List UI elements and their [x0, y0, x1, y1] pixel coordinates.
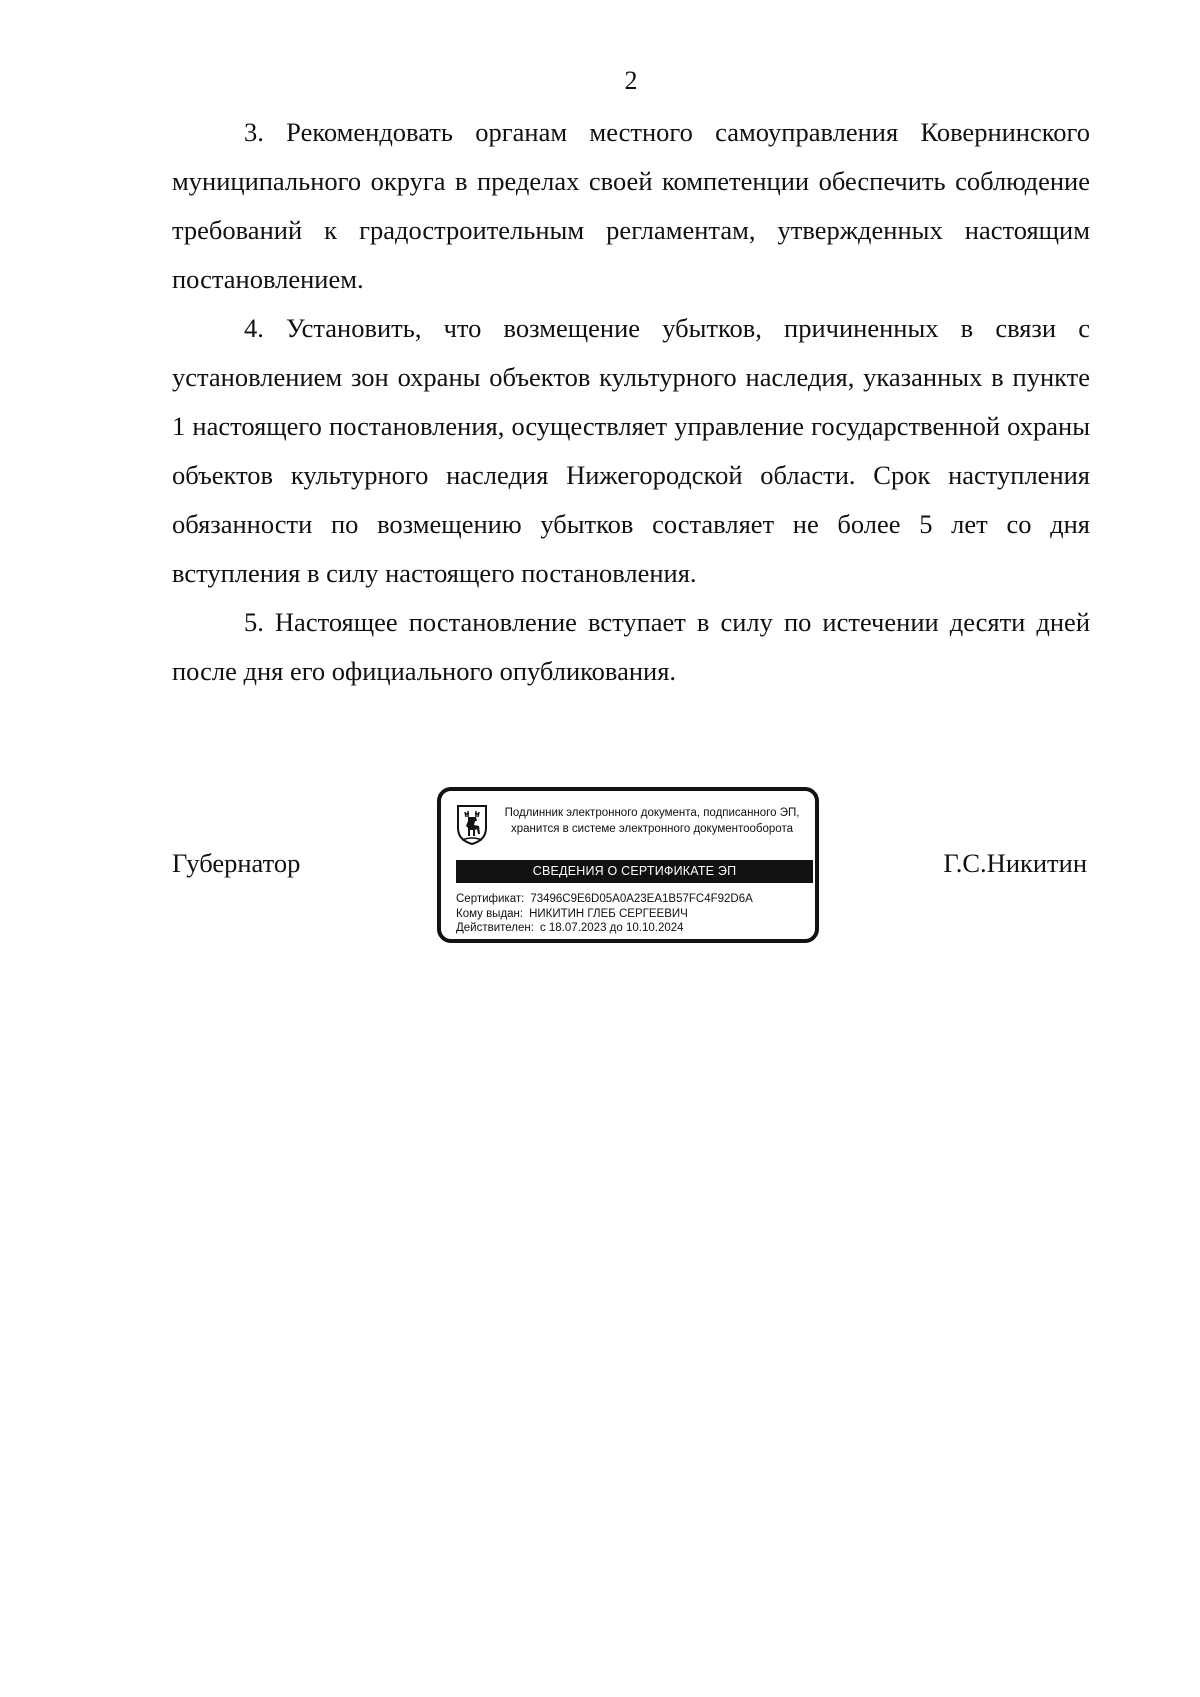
- certificate-value: 73496C9E6D05A0A23EA1B57FC4F92D6A: [530, 893, 753, 905]
- issued-to-row: [456, 907, 753, 922]
- issued-to-value: НИКИТИН ГЛЕБ СЕРГЕЕВИЧ: [529, 907, 688, 920]
- stamp-header-line-1: Подлинник электронного документа, подписанного ЭП,: [504, 807, 800, 819]
- electronic-signature-stamp: [437, 787, 819, 943]
- paragraph-4: 4. Установить, что возмещение убытков, причиненных в связи с установлением зон охраны объектов культурного наследия, указанных в пункте 1 настоящего постановления, осуществляет управление государственной охраны объектов культурного наследия Нижегородской области. Срок наступления обязанности по возмещению убытков составляет не более 5 лет со дня вступления в силу настоящего постановления.: [172, 313, 1090, 588]
- paragraph-3: 3. Рекомендовать органам местного самоуправления Ковернинского муниципального округа в пределах своей компетенции обеспечить соблюдение требований к градостроительным регламентам, утвержденных настоящим постановлением.: [172, 117, 1090, 294]
- certificate-info-bar: СВЕДЕНИЯ О СЕРТИФИКАТЕ ЭП: [456, 860, 813, 883]
- stamp-header: [493, 805, 811, 837]
- issued-to-label: Кому выдан:: [456, 907, 524, 920]
- stamp-header-line-2: хранится в системе электронного документооборота: [511, 823, 793, 835]
- certificate-details: [456, 892, 753, 936]
- signatory-name: Г.С.Никитин: [943, 848, 1087, 878]
- validity-value: с 18.07.2023 до 10.10.2024: [539, 922, 684, 934]
- certificate-label: Сертификат:: [456, 893, 525, 905]
- validity-row: [456, 921, 753, 936]
- paragraph-5: 5. Настоящее постановление вступает в силу по истечении десяти дней после дня его официального опубликования.: [172, 607, 1090, 686]
- certificate-row: [456, 892, 753, 907]
- document-body: [172, 108, 1090, 696]
- validity-label: Действителен:: [456, 922, 534, 934]
- signatory-position: Губернатор: [172, 848, 301, 878]
- page-number: 2: [624, 66, 638, 95]
- coat-of-arms-icon: [456, 804, 488, 846]
